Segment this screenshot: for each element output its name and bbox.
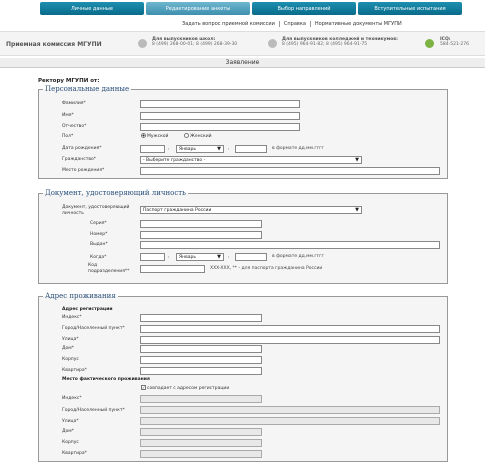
ask-question-link[interactable]: Задать вопрос приемной комиссии [182,21,275,27]
top-navigation [0,0,485,19]
citizenship-label: Гражданство* [62,157,96,162]
document-legend: Документ, удостоверяющий личность [45,189,186,197]
same-as-registration-option[interactable] [141,385,229,391]
birthdate-label: Дата рождения* [62,146,102,151]
college-contact-title: Для выпускников колледжей и техникумов: [282,37,398,42]
icq-contact [440,37,469,47]
department-code-input[interactable] [140,265,205,273]
house-input[interactable] [140,345,262,353]
chevron-down-icon: ▼ [217,146,221,152]
tab-personal-data[interactable]: Личные данные [40,2,144,15]
building-label: Корпус [62,357,79,362]
help-link[interactable]: Справка [279,21,310,27]
index-input[interactable] [140,314,262,322]
icq-number: 584-521-276 [440,42,470,47]
citizenship-value: - Выберите гражданство - [143,158,206,163]
city-input[interactable] [140,325,440,333]
building2-label: Корпус [62,440,79,445]
chevron-down-icon: ▼ [355,157,359,163]
birthplace-label: Место рождения* [62,168,105,173]
index2-label: Индекс* [62,396,82,401]
street2-input[interactable] [140,417,440,425]
issue-date-label: Когда* [90,255,107,260]
flat-label: Квартира* [62,368,87,373]
tab-edit-form[interactable]: Редактирование анкеты [146,2,250,15]
female-radio[interactable] [184,133,189,138]
address-legend: Адрес проживания [45,292,116,300]
house-label: Дом* [62,346,74,351]
school-contact [152,37,237,47]
icq-label: ICQ: [440,37,451,42]
female-label: Женский [190,134,212,139]
city-label: Город/Населенный пункт* [62,326,125,331]
brand-title: Приемная комиссия МГУПИ [6,41,102,48]
secondary-links [178,21,406,27]
issue-day-input[interactable] [140,253,165,261]
sex-male-option[interactable] [141,133,168,139]
sex-label: Пол* [62,134,74,139]
phone-icon [268,39,277,48]
building-input[interactable] [140,356,262,364]
info-bar [0,31,485,56]
series-label: Серия* [90,221,107,226]
birthdate-format-hint: в формате дд.мм.гггг [272,146,324,151]
date-separator: , [228,254,230,259]
actual-residence-title: Место фактического проживания [62,377,150,382]
patronymic-input[interactable] [140,123,300,131]
date-separator: , [168,254,170,259]
icq-icon [425,39,434,48]
issue-date-format-hint: в формате дд.мм.гггг [272,254,324,259]
patronymic-label: Отчество* [62,124,87,129]
surname-input[interactable] [140,100,300,108]
department-code-label: Код подразделения** [88,263,130,274]
phone-icon [138,39,147,48]
flat2-label: Квартира* [62,451,87,456]
sex-female-option[interactable] [184,133,212,139]
number-label: Номер* [90,232,108,237]
male-radio[interactable] [141,133,146,138]
document-type-label: Документ, удостоверяющий личность [62,205,130,216]
chevron-down-icon: ▼ [217,254,221,260]
birth-month-select[interactable] [176,145,224,153]
series-input[interactable] [140,220,262,228]
male-label: Мужской [147,134,169,139]
city2-label: Город/Населенный пункт* [62,408,125,413]
house2-label: Дом* [62,429,74,434]
flat2-input[interactable] [140,450,262,458]
index-label: Индекс* [62,315,82,320]
tab-entrance-exams[interactable]: Вступительные испытания [358,2,462,15]
same-as-registration-label: совпадает с адресом регистрации [147,386,230,391]
date-separator: , [168,146,170,151]
tab-choose-directions[interactable]: Выбор направлений [252,2,356,15]
rector-heading: Ректору МГУПИ от: [38,78,100,84]
chevron-down-icon: ▼ [355,207,359,213]
birth-day-input[interactable] [140,145,165,153]
street-input[interactable] [140,336,440,344]
same-as-registration-checkbox[interactable]: ✓ [142,385,146,390]
birthplace-input[interactable] [140,167,440,175]
name-input[interactable] [140,112,300,120]
personal-data-legend: Персональные данные [45,85,130,93]
building2-input[interactable] [140,439,262,447]
page-title: Заявление [0,58,485,68]
issued-input[interactable] [140,241,440,249]
street-label: Улица* [62,337,79,342]
college-contact [282,37,398,47]
document-type-select[interactable] [140,206,362,214]
issue-month-value: Январь [179,255,196,260]
birth-month-value: Январь [179,147,196,152]
issued-label: Выдан* [90,242,108,247]
school-contact-title: Для выпускников школ: [152,37,216,42]
document-type-value: Паспорт гражданина России [143,208,212,213]
birth-year-input[interactable] [235,145,267,153]
flat-input[interactable] [140,367,262,375]
registration-address-title: Адрес регистрации [62,307,113,312]
index2-input[interactable] [140,395,262,403]
school-phones: 8 (499) 268-00-01; 8 (499) 268-39-30 [152,42,238,47]
surname-label: Фамилия* [62,101,86,106]
issue-month-select[interactable] [176,253,224,261]
house2-input[interactable] [140,428,262,436]
street2-label: Улица* [62,419,79,424]
name-label: Имя* [62,113,74,118]
college-phones: 8 (495) 964-91-82; 8 (495) 964-91-75 [282,42,368,47]
department-code-hint: XXX-XXX, ** - для паспорта гражданина России [210,266,323,271]
documents-link[interactable]: Нормативные документы МГУПИ [310,21,406,27]
issue-year-input[interactable] [235,253,267,261]
date-separator: , [228,146,230,151]
citizenship-select[interactable] [140,156,362,164]
number-input[interactable] [140,231,262,239]
city2-input[interactable] [140,406,440,414]
